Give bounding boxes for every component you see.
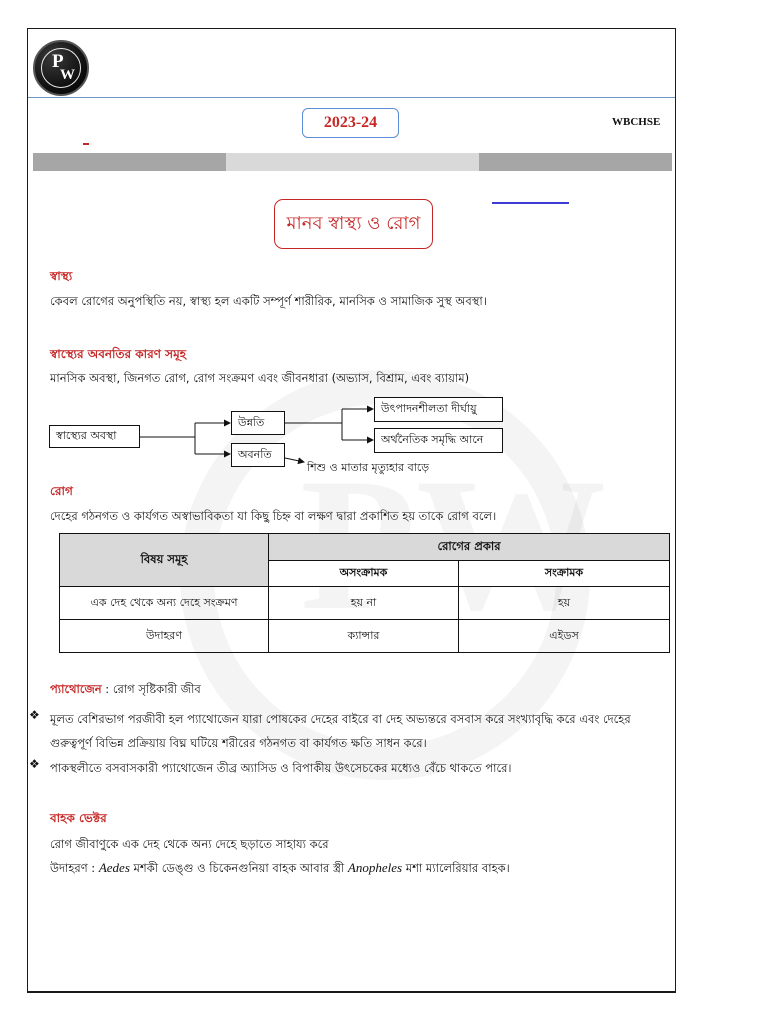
disease-type-table [59,533,670,653]
flow-economic-prosperity: অর্থনৈতিক সমৃদ্ধি আনে [374,428,503,453]
flow-worsen: অবনতি [231,443,285,467]
pw-logo [33,40,89,96]
table-cell-non-communicable: ক্যান্সার [269,620,459,653]
pathogen-separator: : [101,682,113,696]
flow-health-status: স্বাস্থ্যের অবস্থা [49,425,140,448]
blue-link-underline[interactable] [492,202,569,204]
vector-definition: রোগ জীবাণুকে এক দেহ থেকে অন্য দেহে ছড়াতে সাহায্য করে [50,837,329,851]
header-band-left [33,153,226,171]
diamond-bullet-icon: ❖ [29,708,40,722]
example-middle: মশকী ডেঙ্গু ও চিকেনগুনিয়া বাহক আবার স্ত্রী [129,861,348,875]
vector-heading: বাহক ভেক্টর [50,811,107,825]
health-heading: স্বাস্থ্য [50,269,73,283]
chapter-title: মানব স্বাস্থ্য ও রোগ [274,199,433,249]
header-band-right [479,153,672,171]
table-cell-communicable: এইডস [459,620,670,653]
header-rule [28,97,675,98]
table-header-communicable: সংক্রামক [459,561,670,587]
pathogen-bullet-2: পাকস্থলীতে বসবাসকারী প্যাথোজেন তীব্র অ্যাসিড ও বিপাকীয় উৎসেচকের মধ্যেও বেঁচে থাকতে পারে। [50,761,512,775]
genus-aedes: Aedes [98,860,130,875]
disease-definition: দেহের গঠনগত ও কার্যগত অস্বাভাবিকতা যা কিছু চিহ্ন বা লক্ষণ দ্বারা প্রকাশিত হয় তাকে রোগ বলে। [50,509,497,523]
table-header-non-communicable: অসংক্রামক [269,561,459,587]
table-header-subjects: বিষয় সমূহ [60,534,269,587]
decline-heading: স্বাস্থ্যের অবনতির কারণ সমূহ [50,347,187,361]
red-underline-mark [83,143,89,145]
example-prefix: উদাহরণ : [50,861,99,875]
pathogen-definition: রোগ সৃষ্টিকারী জীব [112,682,201,696]
flow-productivity-longevity: উৎপাদনশীলতা দীর্ঘায়ু [374,397,503,422]
session-year-badge: 2023-24 [302,108,399,138]
vector-example [50,860,510,879]
table-cell-subject: এক দেহ থেকে অন্য দেহে সংক্রমণ [60,587,269,620]
table-header-disease-type: রোগের প্রকার [269,534,670,561]
table-row [60,620,670,653]
health-definition: কেবল রোগের অনুপস্থিতি নয়, স্বাস্থ্য হল একটি সম্পূর্ণ শারীরিক, মানসিক ও সামাজিক সুস্থ অবস্থা। [50,294,487,308]
logo-letter-w: W [60,67,75,83]
disease-heading: রোগ [50,484,73,498]
logo-letter-p: P [52,51,64,72]
table-row [60,587,670,620]
table-cell-communicable: হয় [459,587,670,620]
pathogen-bullet-1-line-2: গুরুত্বপূর্ণ বিভিন্ন প্রক্রিয়ায় বিঘ্ন ঘটিয়ে শরীরের গঠনগত বা কার্যগত ক্ষতি সাধন করে। [50,736,427,750]
flow-mortality-rise: শিশু ও মাতার মৃত্যুহার বাড়ে [307,461,430,474]
pathogen-line [50,681,201,700]
pathogen-bullet-1-line-1: মূলত বেশিরভাগ পরজীবী হল প্যাথোজেন যারা পোষকের দেহের বাইরে বা দেহ অভ্যন্তরে বসবাস করে সংখ্যাবৃদ্ধি করে এবং দেহের [50,712,631,726]
example-end: মশা ম্যালেরিয়ার বাহক। [402,861,510,875]
pathogen-heading: প্যাথোজেন [50,682,102,696]
flow-improve: উন্নতি [231,411,285,435]
board-name: WBCHSE [612,116,661,128]
table-cell-subject: উদাহরণ [60,620,269,653]
diamond-bullet-icon: ❖ [29,757,40,771]
genus-anopheles: Anopheles [347,860,403,875]
table-cell-non-communicable: হয় না [269,587,459,620]
header-band-middle [226,153,479,171]
decline-causes: মানসিক অবস্থা, জিনগত রোগ, রোগ সংক্রমণ এবং জীবনধারা (অভ্যাস, বিশ্রাম, এবং ব্যায়াম) [50,371,470,385]
